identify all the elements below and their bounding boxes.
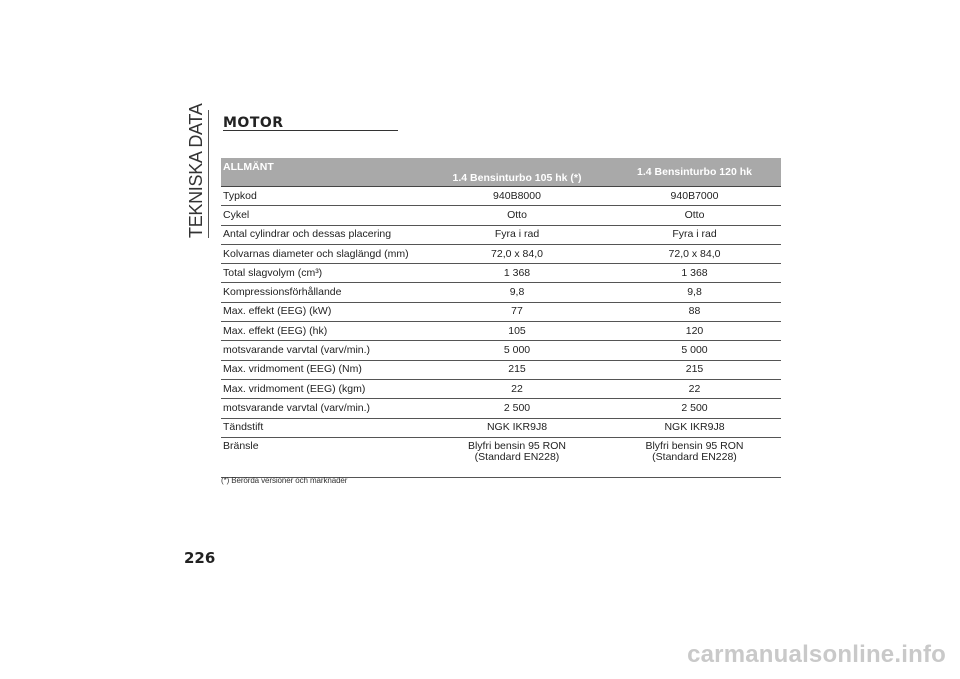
spec-label: Total slagvolym (cm³) [221,264,426,283]
spec-value-120hp: 5 000 [608,341,781,360]
spec-label: Cykel [221,206,426,225]
fuel-value-120hp-line-1: Blyfri bensin 95 RON [645,439,744,452]
table-row [221,322,781,341]
spec-value-105hp: 5 000 [426,341,608,360]
spec-label: Max. vridmoment (EEG) (kgm) [221,379,426,398]
header-engine-105hp: 1.4 Bensinturbo 105 hk (*) [426,158,608,187]
table-row [221,360,781,379]
spec-value-120hp: 72,0 x 84,0 [608,244,781,263]
spec-label: Kompressionsförhållande [221,283,426,302]
spec-value-105hp: Otto [426,206,608,225]
table-row [221,302,781,321]
spec-value-120hp: 88 [608,302,781,321]
table-row [221,379,781,398]
footnote: (*) Berörda versioner och marknader [221,476,348,485]
spec-value-105hp: 9,8 [426,283,608,302]
side-tab-label: TEKNISKA DATA [186,103,206,238]
table-row [221,187,781,206]
fuel-label: Bränsle [221,437,426,477]
header-general: ALLMÄNT [221,158,426,187]
section-title: MOTOR [223,115,284,131]
spec-value-120hp: 215 [608,360,781,379]
fuel-value-120hp-line-2: (Standard EN228) [652,450,737,463]
table-row [221,418,781,437]
spec-value-120hp: Fyra i rad [608,225,781,244]
spec-value-120hp: 9,8 [608,283,781,302]
spec-value-105hp: 215 [426,360,608,379]
fuel-value-120hp [608,437,781,477]
spec-value-120hp: 940B7000 [608,187,781,206]
spec-value-105hp: 105 [426,322,608,341]
table-row [221,399,781,418]
table-row-fuel [221,437,781,477]
table-row [221,206,781,225]
spec-value-120hp: Otto [608,206,781,225]
spec-label: Tändstift [221,418,426,437]
table-header-row [221,158,781,187]
spec-label: Max. vridmoment (EEG) (Nm) [221,360,426,379]
engine-spec-table [221,158,781,478]
spec-value-105hp: Fyra i rad [426,225,608,244]
spec-value-105hp: 1 368 [426,264,608,283]
table-row [221,225,781,244]
table-row [221,264,781,283]
spec-value-120hp: NGK IKR9J8 [608,418,781,437]
spec-label: Typkod [221,187,426,206]
spec-value-120hp: 1 368 [608,264,781,283]
spec-value-105hp: 2 500 [426,399,608,418]
spec-label: Max. effekt (EEG) (kW) [221,302,426,321]
table-row [221,341,781,360]
spec-value-120hp: 120 [608,322,781,341]
spec-value-105hp: 77 [426,302,608,321]
table-row [221,283,781,302]
spec-label: motsvarande varvtal (varv/min.) [221,399,426,418]
side-tab [184,103,209,238]
spec-value-105hp: 940B8000 [426,187,608,206]
fuel-value-105hp-line-2: (Standard EN228) [474,450,560,463]
table-row [221,244,781,263]
watermark: carmanualsonline.info [687,641,946,668]
fuel-value-105hp [426,437,608,477]
spec-value-120hp: 2 500 [608,399,781,418]
header-engine-120hp: 1.4 Bensinturbo 120 hk [608,158,781,187]
spec-value-105hp: NGK IKR9J8 [426,418,608,437]
table-body [221,187,781,478]
spec-label: Antal cylindrar och dessas placering [221,225,426,244]
spec-label: Kolvarnas diameter och slaglängd (mm) [221,244,426,263]
page-number: 226 [184,549,216,567]
fuel-value-105hp-line-1: Blyfri bensin 95 RON [467,439,567,452]
title-underline [223,130,398,131]
spec-value-105hp: 72,0 x 84,0 [426,244,608,263]
spec-label: motsvarande varvtal (varv/min.) [221,341,426,360]
spec-value-105hp: 22 [426,379,608,398]
spec-label: Max. effekt (EEG) (hk) [221,322,426,341]
spec-value-120hp: 22 [608,379,781,398]
